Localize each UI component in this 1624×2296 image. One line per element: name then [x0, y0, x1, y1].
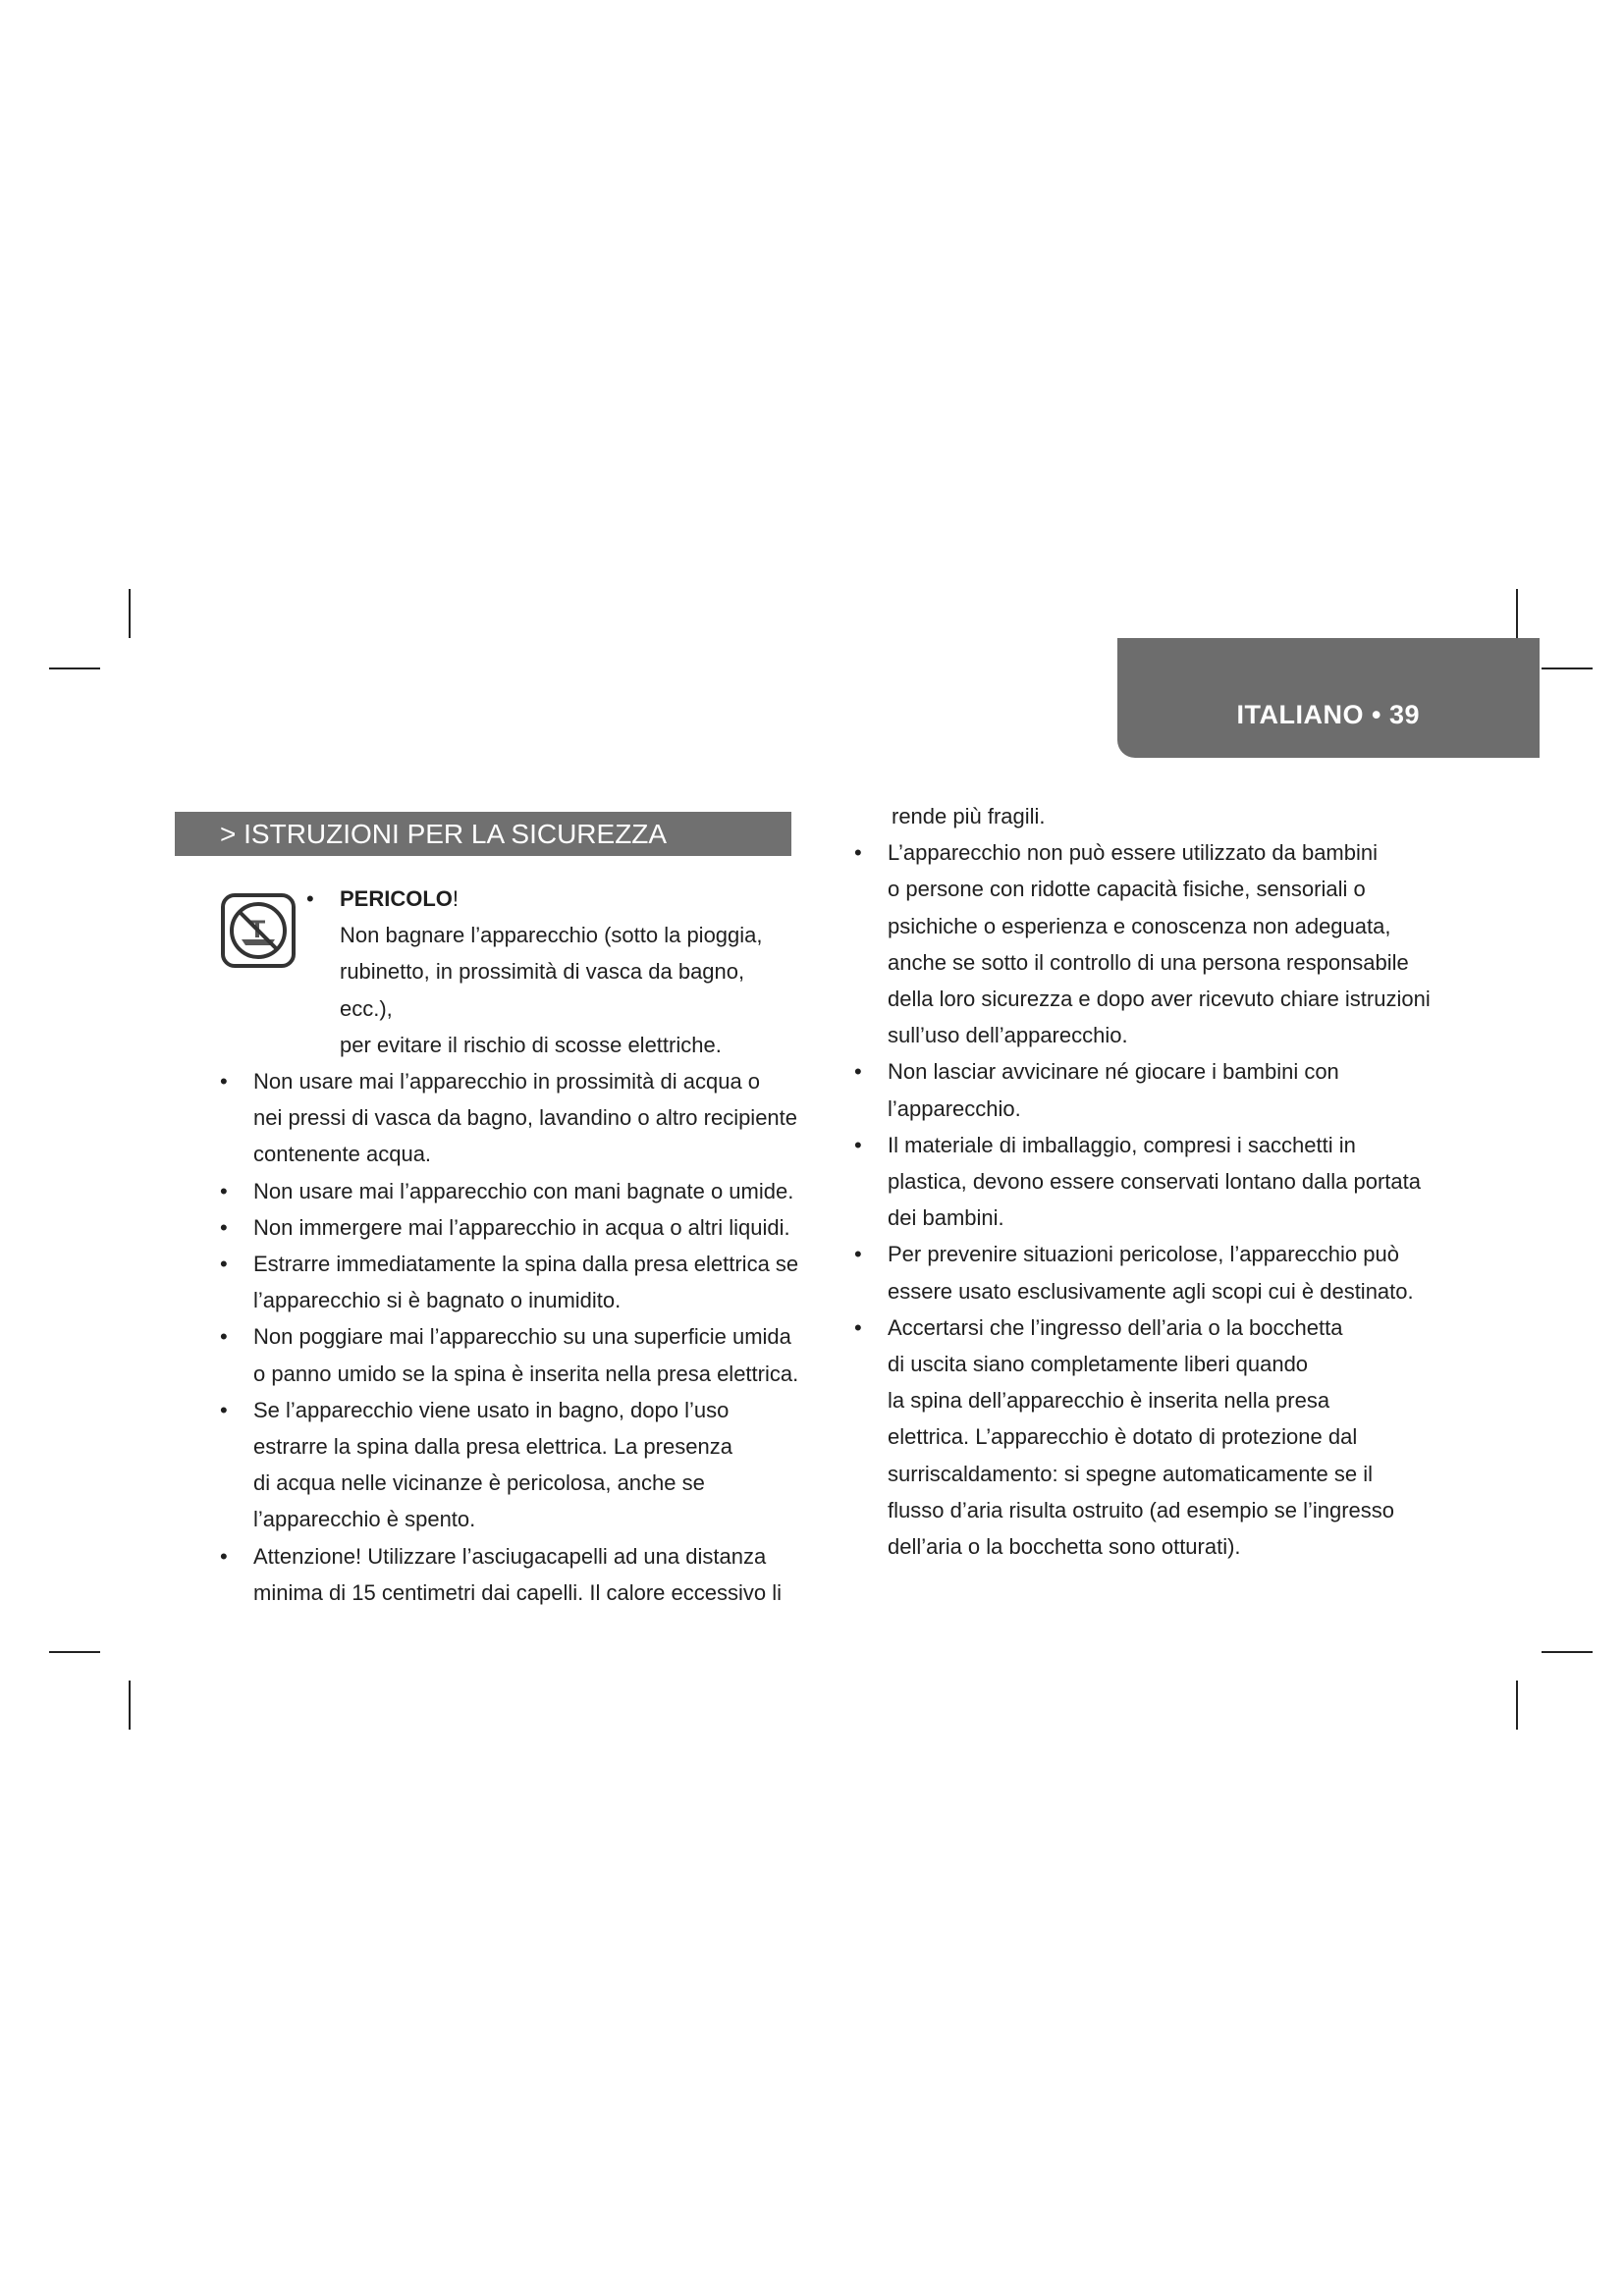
danger-line: Non bagnare l’apparecchio (sotto la pioggia, [340, 923, 763, 948]
item-line: l’apparecchio si è bagnato o inumidito. [253, 1288, 622, 1313]
item-line: sull’uso dell’apparecchio. [888, 1023, 1128, 1048]
crop-mark-bottom-right-horizontal [1542, 1651, 1593, 1653]
danger-item [297, 881, 799, 1063]
safety-item [844, 834, 1434, 1053]
bullet: • [854, 1132, 862, 1157]
bullet: • [306, 886, 314, 911]
item-line: Per prevenire situazioni pericolose, l’apparecchio può [888, 1242, 1399, 1267]
item-line: psichiche o esperienza e conoscenza non adeguata, [888, 913, 1391, 938]
item-line: L’apparecchio non può essere utilizzato da bambini [888, 840, 1378, 866]
bullet: • [854, 1314, 862, 1340]
safety-item [210, 1318, 799, 1391]
crop-mark-bottom-left-horizontal [49, 1651, 100, 1653]
safety-item [844, 1127, 1434, 1237]
item-line: la spina dell’apparecchio è inserita nella presa [888, 1388, 1330, 1414]
safety-item [210, 1246, 799, 1318]
safety-item [210, 1538, 799, 1611]
safety-item [210, 1063, 799, 1173]
safety-item [844, 1236, 1434, 1308]
item-line: di acqua nelle vicinanze è pericolosa, anche se [253, 1470, 705, 1496]
item-line: plastica, devono essere conservati lontano dalla portata [888, 1169, 1422, 1195]
bullet: • [854, 1242, 862, 1267]
item-line: Non immergere mai l’apparecchio in acqua o altri liquidi. [253, 1214, 790, 1240]
item-line: Il materiale di imballaggio, compresi i sacchetti in [888, 1132, 1356, 1157]
danger-line: per evitare il rischio di scosse elettriche. [340, 1032, 722, 1057]
item-line: l’apparecchio. [888, 1095, 1021, 1121]
safety-item [844, 1053, 1434, 1126]
section-header: > ISTRUZIONI PER LA SICUREZZA [175, 812, 791, 856]
item-line: Accertarsi che l’ingresso dell’aria o la bocchetta [888, 1314, 1343, 1340]
item-line: anche se sotto il controllo di una persona responsabile [888, 949, 1409, 975]
item-line: Non usare mai l’apparecchio con mani bagnate o umide. [253, 1178, 794, 1203]
crop-mark-top-left-horizontal [49, 667, 100, 669]
item-line: Non lasciar avvicinare né giocare i bambini con [888, 1059, 1339, 1085]
item-line: nei pressi di vasca da bagno, lavandino o altro recipiente [253, 1105, 798, 1131]
crop-mark-top-right-horizontal [1542, 667, 1593, 669]
danger-warning [210, 881, 799, 1063]
danger-line: rubinetto, in prossimità di vasca da bagno, ecc.), [340, 959, 745, 1021]
right-column [844, 798, 1434, 1565]
bullet: • [220, 1178, 228, 1203]
safety-item [210, 1173, 799, 1209]
bullet: • [854, 840, 862, 866]
item-line: Estrarre immediatamente la spina dalla presa elettrica se [253, 1252, 799, 1277]
continued-line: rende più fragili. [892, 804, 1046, 828]
bullet: • [220, 1069, 228, 1095]
crop-mark-top-left-vertical [129, 589, 131, 638]
bullet: • [220, 1324, 228, 1350]
left-column [210, 881, 799, 1611]
item-line: contenente acqua. [253, 1142, 432, 1167]
item-line: essere usato esclusivamente agli scopi cui è destinato. [888, 1278, 1414, 1304]
safety-item [210, 1392, 799, 1538]
item-line: l’apparecchio è spento. [253, 1507, 476, 1532]
item-line: Attenzione! Utilizzare l’asciugacapelli ad una distanza [253, 1543, 767, 1569]
item-line: o panno umido se la spina è inserita nella presa elettrica. [253, 1361, 799, 1386]
item-line: minima di 15 centimetri dai capelli. Il calore eccessivo li [253, 1579, 782, 1605]
crop-mark-bottom-right-vertical [1516, 1681, 1518, 1730]
item-line: flusso d’aria risulta ostruito (ad esempio se l’ingresso [888, 1497, 1395, 1522]
item-line: dell’aria o la bocchetta sono otturati). [888, 1534, 1241, 1560]
item-line: dei bambini. [888, 1205, 1004, 1231]
bullet: • [220, 1543, 228, 1569]
page-number-tab [1117, 638, 1540, 758]
page-number-label: ITALIANO • 39 [1236, 700, 1420, 729]
danger-exclamation: ! [452, 886, 460, 911]
safety-item [844, 1309, 1434, 1565]
danger-title: PERICOLO [340, 886, 453, 911]
item-line: surriscaldamento: si spegne automaticamente se il [888, 1461, 1374, 1486]
safety-item [210, 1209, 799, 1246]
bullet: • [854, 1059, 862, 1085]
crop-mark-top-right-vertical [1516, 589, 1518, 638]
item-line: elettrica. L’apparecchio è dotato di protezione dal [888, 1424, 1358, 1450]
item-line: o persone con ridotte capacità fisiche, sensoriali o [888, 877, 1366, 902]
item-line: Non usare mai l’apparecchio in prossimità di acqua o [253, 1069, 761, 1095]
no-water-warning-icon [220, 892, 297, 969]
crop-mark-bottom-left-vertical [129, 1681, 131, 1730]
item-line: di uscita siano completamente liberi quando [888, 1352, 1309, 1377]
item-line: Non poggiare mai l’apparecchio su una superficie umida [253, 1324, 791, 1350]
bullet: • [220, 1397, 228, 1422]
bullet: • [220, 1252, 228, 1277]
item-line: della loro sicurezza e dopo aver ricevuto chiare istruzioni [888, 987, 1431, 1012]
bullet: • [220, 1214, 228, 1240]
item-line: Se l’apparecchio viene usato in bagno, dopo l’uso [253, 1397, 730, 1422]
item-line: estrarre la spina dalla presa elettrica. La presenza [253, 1434, 732, 1460]
